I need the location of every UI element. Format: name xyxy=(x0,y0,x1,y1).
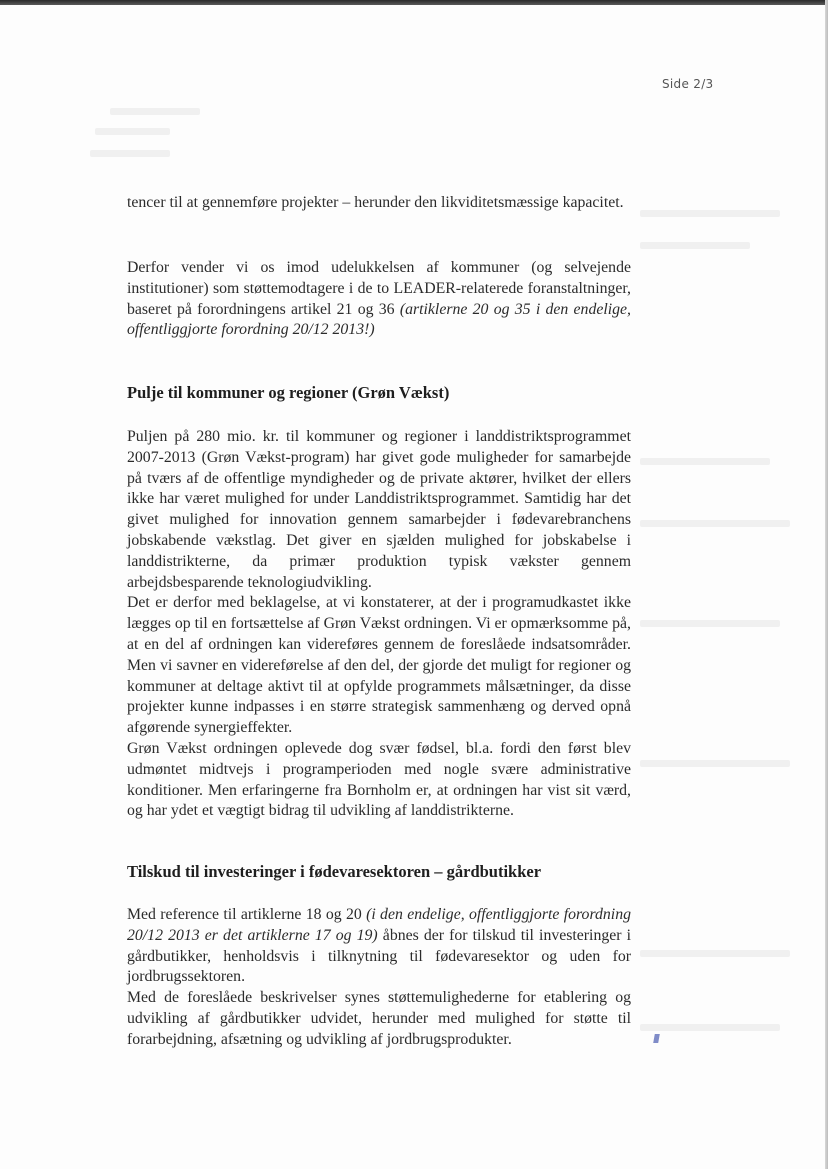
section-heading-gron-vaekst: Pulje til kommuner og regioner (Grøn Vækst) xyxy=(127,383,450,402)
bleed-through xyxy=(110,108,200,115)
paragraph-fodsel: Grøn Vækst ordningen oplevede dog svær fødsel, bl.a. fordi den først blev udmøntet midtvejs i programperioden med nogle svære administrative konditioner. Men erfaringerne fra Bornholm er, at ordningen har vist sit værd, og har ydet et vægtigt bidrag til udvikling af landdistrikterne. xyxy=(127,739,631,820)
ink-mark xyxy=(653,1034,660,1043)
bleed-through xyxy=(640,1024,780,1031)
bleed-through xyxy=(640,950,790,957)
page-number: Side 2/3 xyxy=(662,77,714,91)
paragraph-beklagelse: Det er derfor med beklagelse, at vi konstaterer, at der i programudkastet ikke lægges op til en fortsættelse af Grøn Vækst ordningen. Vi er opmærksomme på, at en del af ordningen kan videreføres gennem de foreslåede indsatsområder. Men vi savner en videreførelse af den del, der gjorde det muligt for regioner og kommuner at deltage aktivt til at opfylde programmets målsætninger, da disse projekter kunne indpasses i en større strategisk sammenhæng og derved opnå afgørende synergieffekter. xyxy=(127,594,631,737)
paragraph-text-italic: (artiklerne 20 og 35 i den endelige, offentliggjorte forordning 20/12 2013!) xyxy=(127,300,631,339)
paragraph-text xyxy=(127,258,631,341)
scan-edge-top xyxy=(0,0,828,5)
section-gron-vaekst-body xyxy=(127,427,631,822)
bleed-through xyxy=(90,150,170,157)
paragraph-reference xyxy=(127,905,631,988)
section-gardbutikker-body xyxy=(127,905,631,1051)
bleed-through xyxy=(640,760,790,767)
section-heading-gardbutikker: Tilskud til investeringer i fødevaresektoren – gårdbutikker xyxy=(127,862,542,881)
paragraph-text-normal: Med reference til artiklerne 18 og 20 xyxy=(127,906,367,923)
paragraph-text: tencer til at gennemføre projekter – herunder den likviditetsmæssige kapacitet. xyxy=(127,194,624,211)
paragraph-leader xyxy=(127,258,631,341)
bleed-through xyxy=(640,620,780,627)
bleed-through xyxy=(640,210,780,217)
paragraph-text-italic: (i den endelige, offentliggjorte forordning 20/12 2013 er det artiklerne 17 og 19) xyxy=(127,906,631,944)
paragraph-text-normal: Derfor vender vi os imod udelukkelsen af kommuner (og selvejende institutioner) som støttemodtagere i de to LEADER-relaterede foranstaltninger, baseret på forordningens artikel 21 og 36 xyxy=(127,259,631,318)
bleed-through xyxy=(640,458,770,465)
paragraph-stottemuligheder: Med de foreslåede beskrivelser synes støttemulighederne for etablering og udvikling af gårdbutikker udvidet, herunder med mulighed for støtte til forarbejdning, afsætning og udvikling af jordbrugsprodukter. xyxy=(127,989,631,1048)
bleed-through xyxy=(640,242,750,249)
paragraph-pulje: Puljen på 280 mio. kr. til kommuner og regioner i landdistriktsprogrammet 2007-2013 (Grøn Vækst-program) har givet gode muligheder for samarbejde på tværs af de offentlige myndigheder og de private aktører, hvilket der ellers ikke har været mulighed for under Landdistriktsprogrammet. Samtidig har det givet mulighed for innovation gennem samarbejder i fødevarebranchens jobskabende vækstlag. Det giver en sjælden mulighed for jobskabelse i landdistrikterne, da primær produktion typisk vækster gennem arbejdsbesparende teknologiudvikling. xyxy=(127,428,631,591)
paragraph-capacity xyxy=(127,193,631,214)
bleed-through xyxy=(640,520,790,527)
paragraph-text-normal: åbnes der for tilskud til investeringer i gårdbutikker, henholdsvis i tilknytning til fødevaresektor og uden for jordbrugssektoren. xyxy=(127,926,632,986)
bleed-through xyxy=(95,128,170,135)
